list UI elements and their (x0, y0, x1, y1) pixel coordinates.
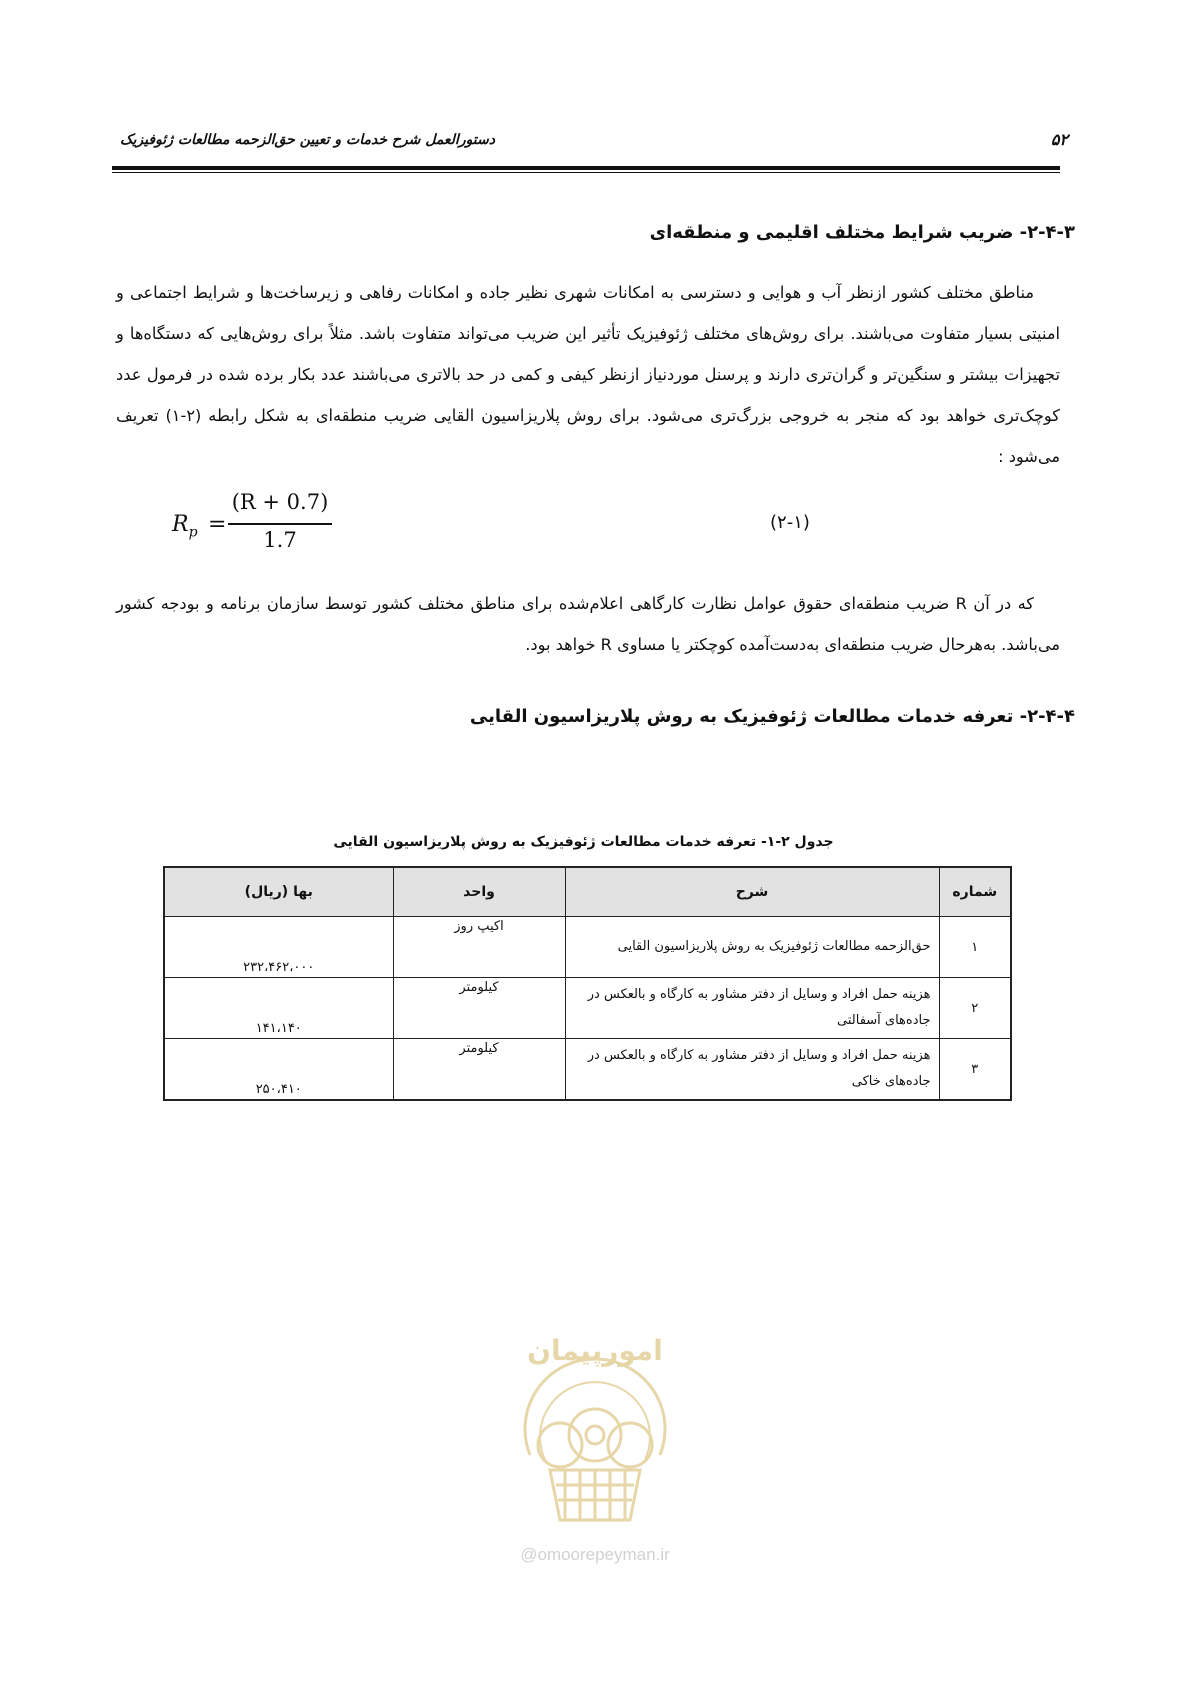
header-rule-thin (112, 172, 1060, 173)
row-unit: کیلومتر (393, 978, 565, 1039)
formula-numerator: (R + 0.7) (231, 490, 329, 514)
header-price: بها (ریال) (164, 867, 393, 917)
regional-factor-formula (172, 490, 352, 560)
table-row (164, 1039, 1011, 1101)
watermark-logo-text: امورپیمان (527, 1334, 663, 1367)
row-unit: کیلومتر (393, 1039, 565, 1101)
row-price: ۲۳۲،۴۶۲،۰۰۰ (164, 917, 393, 978)
formula-lhs: $R_p$ (172, 512, 198, 541)
section-heading-climate-factor: ۲-۴-۳- ضریب شرایط مختلف اقلیمی و منطقه‌ای (649, 222, 1075, 243)
header-unit: واحد (393, 867, 565, 917)
equation-number: (۲-۱) (770, 512, 810, 533)
formula-equals: = (208, 512, 227, 537)
table-row (164, 917, 1011, 978)
watermark-url: @omoorepeyman.ir (520, 1545, 670, 1564)
row-number: ۲ (939, 978, 1011, 1039)
header-rule-thick (112, 166, 1060, 170)
row-description: حق‌الزحمه مطالعات ژئوفیزیک به روش پلاریزاسیون القایی (565, 917, 939, 978)
table-caption: جدول ۲-۱- تعرفه خدمات مطالعات ژئوفیزیک به روش پلاریزاسیون القایی (333, 834, 834, 850)
tariff-table (163, 866, 1012, 1101)
watermark-logo (490, 1285, 700, 1535)
formula-denominator: 1.7 (263, 528, 297, 552)
row-number: ۳ (939, 1039, 1011, 1101)
running-header-title: دستورالعمل شرح خدمات و تعیین حق‌الزحمه مطالعات ژئوفیزیک (120, 132, 495, 148)
row-price: ۱۴۱،۱۴۰ (164, 978, 393, 1039)
watermark (490, 1285, 700, 1585)
row-price: ۲۵۰،۴۱۰ (164, 1039, 393, 1101)
row-description: هزینه حمل افراد و وسایل از دفتر مشاور به کارگاه و بالعکس در جاده‌های آسفالتی (565, 978, 939, 1039)
section-heading-tariff: ۲-۴-۴- تعرفه خدمات مطالعات ژئوفیزیک به روش پلاریزاسیون القایی (469, 706, 1075, 727)
table-row (164, 978, 1011, 1039)
row-number: ۱ (939, 917, 1011, 978)
header-description: شرح (565, 867, 939, 917)
row-description: هزینه حمل افراد و وسایل از دفتر مشاور به کارگاه و بالعکس در جاده‌های خاکی (565, 1039, 939, 1101)
paragraph-climate-factor: مناطق مختلف کشور ازنظر آب و هوایی و دسترسی به امکانات شهری نظیر جاده و امکانات رفاهی و زیرساخت‌ها و شرایط اجتماعی و امنیتی بسیار متفاوت می‌باشند. برای روش‌های مختلف ژئوفیزیک تأثیر این ضریب می‌تواند متفاوت باشد. مثلاً برای روش‌هایی که دستگاه‌ها و تجهیزات بیشتر و سنگین‌تر و گران‌تری دارند و پرسنل موردنیاز ازنظر کیفی و کمی در حد بالاتری می‌باشند عدد بکار برده شده در فرمول عدد کوچک‌تری خواهد بود که منجر به خروجی بزرگ‌تری می‌شود. برای روش پلاریزاسیون القایی ضریب منطقه‌ای به شکل رابطه (۲-۱) تعریف می‌شود : (116, 283, 1060, 466)
page-number: ۵۲ (1050, 130, 1068, 149)
row-unit: اکیپ روز (393, 917, 565, 978)
paragraph-formula-explanation: که در آن R ضریب منطقه‌ای حقوق عوامل نظارت کارگاهی اعلام‌شده برای مناطق مختلف کشور توسط سازمان برنامه و بودجه کشور می‌باشد. به‌هرحال ضریب منطقه‌ای به‌دست‌آمده کوچکتر یا مساوی R خواهد بود. (116, 594, 1060, 654)
table-header-row (164, 867, 1011, 917)
header-number: شماره (939, 867, 1011, 917)
formula-fraction-bar (228, 523, 332, 525)
